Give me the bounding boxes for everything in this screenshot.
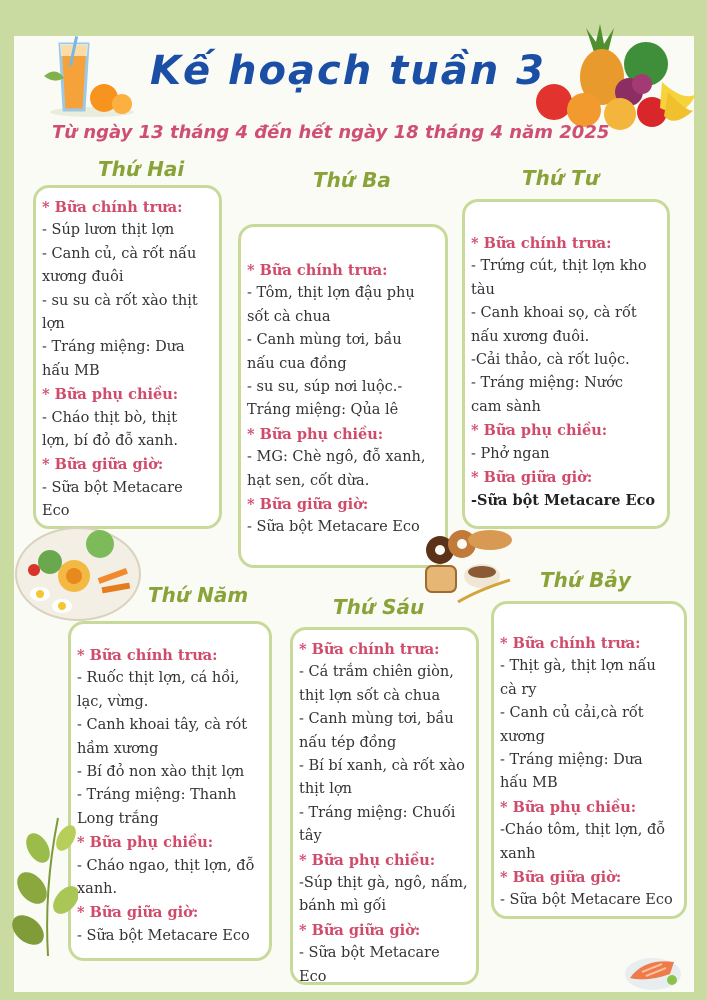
meal-heading: * Bữa giữa giờ: <box>247 496 369 514</box>
menu-line: cà ry <box>500 681 537 698</box>
menu-line: - Bí bí xanh, cà rốt xào <box>299 758 465 775</box>
day-label-monday: Thứ Hai <box>98 157 185 181</box>
meal-heading: * Bữa giữa giờ: <box>42 456 164 474</box>
menu-line: xương đuôi <box>42 269 124 286</box>
menu-line: nấu tép đồng <box>299 734 397 751</box>
bread-plate-icon <box>418 520 518 610</box>
menu-card-monday <box>33 185 222 529</box>
menu-line: - MG: Chè ngô, đỗ xanh, <box>247 449 426 466</box>
meal-heading: * Bữa giữa giờ: <box>299 921 421 939</box>
salad-bowl-icon <box>10 514 148 622</box>
meal-heading: * Bữa giữa giờ: <box>471 469 593 487</box>
meal-heading: * Bữa phụ chiều: <box>500 798 637 816</box>
menu-line: nấu xương đuôi. <box>471 328 590 345</box>
menu-line: lợn <box>42 316 65 333</box>
menu-line: - Sữa bột Metacare Eco <box>247 519 420 536</box>
menu-line: bánh mì gối <box>299 898 386 915</box>
meal-heading: * Bữa phụ chiều: <box>42 386 179 404</box>
menu-line: hấu MB <box>42 362 100 379</box>
menu-line: - Sữa bột Metacare Eco <box>500 892 673 909</box>
menu-line: xanh. <box>77 881 118 898</box>
meal-heading: * Bữa chính trưa: <box>299 641 440 658</box>
menu-line: - Cháo thịt bò, thịt <box>42 409 178 426</box>
menu-line: - Canh mùng tơi, bầu <box>299 711 454 728</box>
menu-line: - Canh khoai sọ, cà rốt <box>471 305 637 322</box>
menu-line: nấu cua đồng <box>247 355 347 372</box>
menu-card-friday <box>290 627 479 985</box>
menu-line: - su su, súp nơi luộc.- <box>247 379 403 396</box>
page-subtitle: Từ ngày 13 tháng 4 đến hết ngày 18 tháng 4 năm 2025 <box>52 122 610 143</box>
day-label-thursday: Thứ Năm <box>148 583 249 607</box>
menu-line: - Tôm, thịt lợn đậu phụ <box>247 285 415 302</box>
menu-line: -Súp thịt gà, ngô, nấm, <box>299 875 468 892</box>
meal-heading: * Bữa chính trưa: <box>247 262 388 279</box>
menu-line: thịt lợn <box>299 781 352 798</box>
menu-line: sốt cà chua <box>247 308 331 325</box>
menu-line: - Phở ngan <box>471 445 550 462</box>
meal-heading: * Bữa chính trưa: <box>77 647 218 664</box>
menu-line: - Tráng miệng: Nước <box>471 375 623 392</box>
day-label-tuesday: Thứ Ba <box>313 168 391 192</box>
menu-line: xương <box>500 728 545 745</box>
menu-line: -Cải thảo, cà rốt luộc. <box>471 352 630 369</box>
menu-line: - Canh mùng tơi, bầu <box>247 332 402 349</box>
menu-line: lợn, bí đỏ đỗ xanh. <box>42 433 178 450</box>
menu-line: cam sành <box>471 398 541 415</box>
menu-line: - Sữa bột Metacare Eco <box>77 927 250 944</box>
menu-line: - Thịt gà, thịt lợn nấu <box>500 658 656 675</box>
menu-line: hạt sen, cốt dừa. <box>247 472 370 489</box>
menu-line: - Sữa bột Metacare <box>299 945 440 962</box>
menu-line: - Súp lươn thịt lợn <box>42 222 175 239</box>
meal-heading: * Bữa phụ chiều: <box>247 425 384 443</box>
meal-heading: * Bữa chính trưa: <box>471 235 612 252</box>
menu-line: thịt lợn sốt cà chua <box>299 687 441 704</box>
meal-heading: * Bữa phụ chiều: <box>77 834 214 852</box>
menu-line: lạc, vừng. <box>77 693 149 710</box>
menu-line: - Cá trắm chiên giòn, <box>299 664 454 681</box>
menu-line: - Tráng miệng: Thanh <box>77 787 237 804</box>
menu-line: - Tráng miệng: Dưa <box>42 339 185 356</box>
menu-line: - Tráng miệng: Chuối <box>299 804 456 821</box>
menu-line: - su su cà rốt xào thịt <box>42 292 198 309</box>
fruit-basket-icon <box>534 22 699 132</box>
menu-line: Eco <box>42 503 70 520</box>
salmon-dish-icon <box>622 944 684 994</box>
menu-line: Eco <box>299 968 327 985</box>
menu-line: - Ruốc thịt lợn, cá hồi, <box>77 670 240 687</box>
leaf-branch-icon <box>8 808 78 958</box>
menu-card-saturday <box>491 601 687 919</box>
menu-line: -Sữa bột Metacare Eco <box>471 492 656 510</box>
menu-line: - Tráng miệng: Dưa <box>500 752 643 769</box>
menu-card-tuesday <box>238 224 448 568</box>
menu-line: - Trứng cút, thịt lợn kho <box>471 258 647 275</box>
menu-line: xanh <box>500 845 536 862</box>
orange-juice-icon <box>42 36 137 118</box>
menu-line: - Bí đỏ non xào thịt lợn <box>77 764 245 781</box>
menu-line: -Cháo tôm, thịt lợn, đỗ <box>500 822 666 839</box>
meal-heading: * Bữa chính trưa: <box>42 199 183 216</box>
menu-line: - Cháo ngao, thịt lợn, đỗ <box>77 857 255 874</box>
menu-line: tàu <box>471 281 495 298</box>
menu-line: - Canh khoai tây, cà rót <box>77 717 248 734</box>
menu-line: - Sữa bột Metacare <box>42 479 183 496</box>
meal-heading: * Bữa giữa giờ: <box>77 904 199 922</box>
meal-heading: * Bữa giữa giờ: <box>500 869 622 887</box>
menu-line: tây <box>299 828 322 845</box>
menu-line: hầm xương <box>77 740 159 757</box>
day-label-wednesday: Thứ Tư <box>522 166 599 190</box>
menu-line: hấu MB <box>500 775 558 792</box>
menu-card-thursday <box>68 621 272 961</box>
meal-heading: * Bữa phụ chiều: <box>471 422 608 440</box>
meal-heading: * Bữa phụ chiều: <box>299 851 436 869</box>
page-title: Kế hoạch tuần 3 <box>150 48 546 94</box>
menu-line: - Canh củ cải,cà rốt <box>500 705 644 722</box>
menu-line: - Canh củ, cà rốt nấu <box>42 245 197 262</box>
day-label-saturday: Thứ Bảy <box>540 568 631 592</box>
meal-heading: * Bữa chính trưa: <box>500 635 641 652</box>
menu-line: Long trắng <box>77 810 159 827</box>
day-label-friday: Thứ Sáu <box>333 595 425 619</box>
menu-line: Tráng miệng: Qủa lê <box>247 402 399 419</box>
menu-card-wednesday <box>462 199 670 529</box>
